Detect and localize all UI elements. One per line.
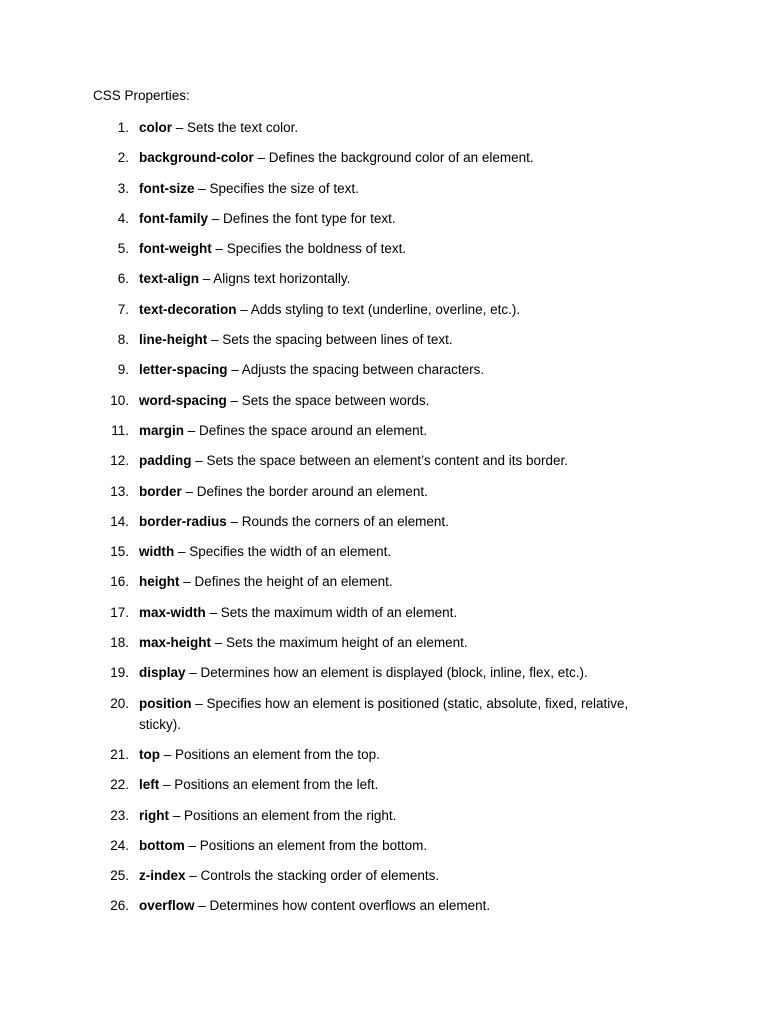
list-item-number: 21. [110,746,129,762]
property-description: – Defines the height of an element. [179,574,393,590]
list-item-number: 2. [117,150,129,166]
list-item-number: 9. [117,362,129,378]
list-item-number: 7. [117,301,129,317]
property-name: overflow [139,898,195,914]
list-item [0,147,659,168]
property-description: – Sets the spacing between lines of text. [207,332,453,348]
property-name: top [139,746,160,762]
property-name: padding [139,453,192,469]
list-item-number: 12. [110,453,129,469]
list-item-number: 6. [117,271,129,287]
property-description: – Determines how an element is displayed (block, inline, flex, etc.). [185,665,588,681]
list-item-number: 23. [110,807,129,823]
list-item-number: 5. [117,241,129,257]
list-item-number: 8. [117,332,129,348]
list-item [0,744,659,765]
property-name: z-index [139,868,186,884]
list-item [0,359,659,380]
property-name: letter-spacing [139,362,228,378]
list-item [0,390,659,411]
property-name: font-family [139,210,208,226]
property-description: – Defines the font type for text. [208,210,396,226]
property-name: font-weight [139,241,212,257]
list-item-number: 25. [110,868,129,884]
list-item [0,865,659,886]
list-item-number: 19. [110,665,129,681]
property-name: bottom [139,837,185,853]
list-item-number: 13. [110,483,129,499]
list-item [0,511,659,532]
property-description: – Rounds the corners of an element. [226,513,449,529]
property-name: border [139,483,182,499]
property-name: display [139,665,186,681]
document-heading: CSS Properties: [93,88,190,103]
list-item-number: 3. [117,180,129,196]
property-description: – Sets the maximum height of an element. [211,635,468,651]
property-description: – Defines the background color of an element. [253,150,534,166]
list-item [0,571,659,592]
list-item [0,299,659,320]
property-description: – Sets the text color. [172,120,299,135]
list-item-number: 22. [110,777,129,793]
property-name: word-spacing [139,392,227,408]
property-name: margin [139,422,185,438]
property-name: height [139,574,180,590]
list-item-number: 14. [110,513,129,529]
property-description: – Adds styling to text (underline, overline, etc.). [236,301,521,317]
property-name: right [139,807,169,823]
list-item-number: 10. [110,392,129,408]
list-item-number: 11. [111,422,129,438]
list-item [0,208,659,229]
property-description: – Positions an element from the right. [169,807,397,823]
property-name: color [139,120,173,135]
list-item [0,895,659,916]
list-item [0,835,659,856]
property-name: left [139,777,160,793]
list-item-number: 18. [110,635,129,651]
property-name: border-radius [139,513,227,529]
property-description: – Specifies the boldness of text. [211,241,407,257]
property-name: text-decoration [139,301,237,317]
list-item [0,805,659,826]
property-description: – Sets the space between an element’s content and its border. [191,453,568,469]
list-item [0,268,659,289]
property-name: text-align [139,271,200,287]
list-item [0,602,659,623]
property-description: – Sets the space between words. [226,392,430,408]
list-item [0,329,659,350]
list-item-number: 16. [110,574,129,590]
list-item [0,178,659,199]
list-item-number: 26. [110,898,129,914]
property-description: – Defines the border around an element. [181,483,428,499]
list-item [0,420,659,441]
css-properties-list [0,117,768,926]
list-item [0,481,659,502]
list-item [0,117,659,138]
property-name: background-color [139,150,254,166]
property-name: max-height [139,635,212,651]
list-item [0,774,659,795]
list-item-number: 17. [110,604,129,620]
property-name: width [139,544,175,560]
property-description: – Positions an element from the bottom. [184,837,428,853]
list-item-number: 1. [117,120,129,135]
property-description: – Adjusts the spacing between characters. [227,362,485,378]
list-item [0,693,659,735]
list-item-number: 15. [110,544,129,560]
property-name: font-size [139,180,195,196]
property-name: position [139,695,192,711]
property-description: – Positions an element from the left. [159,777,379,793]
list-item [0,238,659,259]
property-name: max-width [139,604,206,620]
property-description: – Specifies how an element is positioned (static, absolute, fixed, relative, sticky). [139,695,629,732]
list-item [0,632,659,653]
property-description: – Specifies the size of text. [194,180,359,196]
property-description: – Positions an element from the top. [160,746,380,762]
list-item [0,662,659,683]
property-description: – Determines how content overflows an element. [194,898,491,914]
list-item [0,541,659,562]
property-name: line-height [139,332,208,348]
property-description: – Controls the stacking order of elements. [185,868,440,884]
list-item-number: 24. [110,837,129,853]
property-description: – Defines the space around an element. [184,422,428,438]
list-item-number: 4. [117,210,129,226]
property-description: – Sets the maximum width of an element. [205,604,458,620]
property-description: – Aligns text horizontally. [199,271,351,287]
list-item [0,450,659,471]
list-item-number: 20. [110,695,129,711]
property-description: – Specifies the width of an element. [174,544,392,560]
